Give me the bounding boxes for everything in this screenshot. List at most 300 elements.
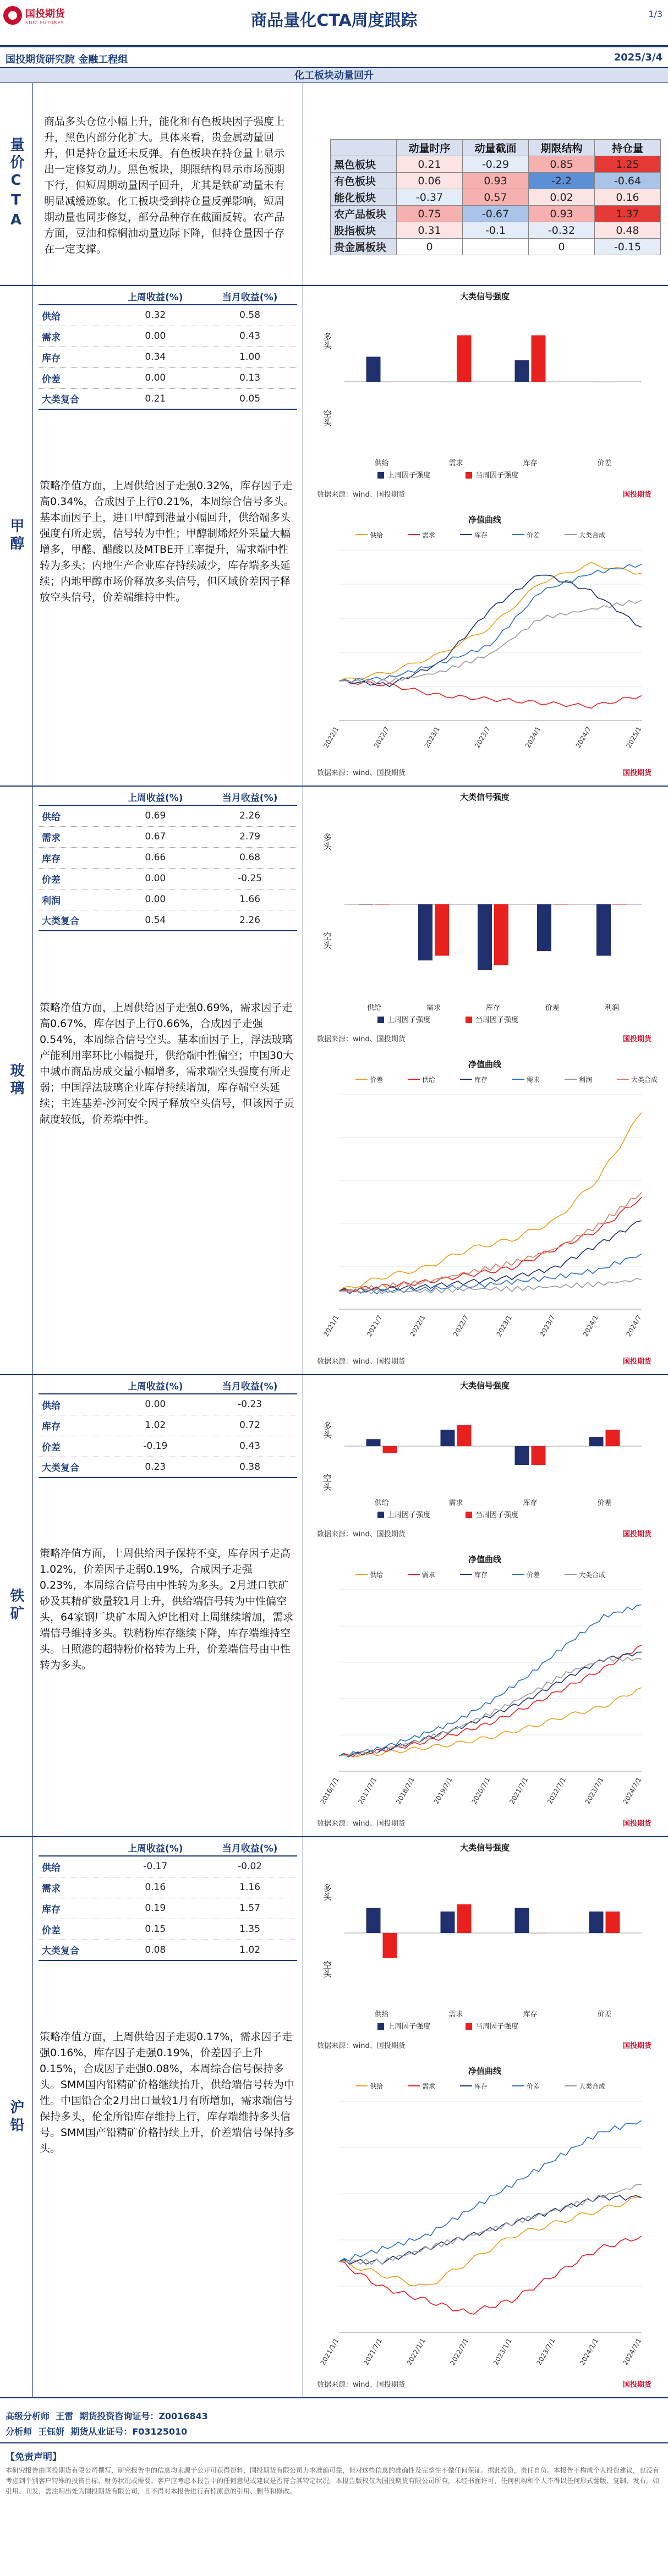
analyst-1: 高级分析师 王雷 期货投资咨询证号：Z0016843 (6, 2411, 208, 2421)
factor-value: 1.02 (108, 1415, 202, 1436)
chart-logo: 国投期货 (622, 769, 651, 777)
nav-line-svg (311, 1056, 658, 1370)
legend-label: 需求 (527, 1076, 540, 1084)
strategy-text: 策略净值方面，上周供给因子走弱0.17%，需求因子走强0.16%，库存因子走强0.19%，价差因子上升0.15%，合成因子走强0.08%，本周综合信号保持多头。SMM国内铅精矿价格继续抬升，供给端信号转为中性。中国铅合金2月出口量较1月有所增加，需求端信号保持多头，伦金所铅库存维持上行，库存端维持多头信号。SMM国产铅精矿价格持续上升，价差端信号保持多头。 (40, 2031, 294, 2155)
factor-bar (589, 1912, 604, 1933)
factor-bar (375, 904, 390, 905)
factor-bar (606, 1912, 620, 1933)
summary-block (0, 83, 668, 286)
exposure-cell: -0.37 (397, 189, 463, 206)
factor-value: 1.35 (202, 1919, 297, 1940)
series-line (339, 1605, 642, 1757)
legend-label: 大类合成 (579, 1571, 606, 1579)
strategy-text: 策略净值方面，上周供给因子走强0.69%，需求因子走高0.67%，库存因子上行0.66%，合成因子走强0.54%，本周综合信号空头。基本面因子上，浮法玻璃产能利用率环比小幅提升，供给端中性偏空；中国30大中城市商品房成交量小幅增多，需求端空头强度有所走弱；中国浮法玻璃企业库存持续增加，库存端空头延续；主连基差-沙河安全因子释放空头信号，但该因子贡献度较低，价差端中性。 (40, 1002, 294, 1125)
factor-row (39, 826, 297, 847)
factor-value: 0.32 (108, 305, 202, 326)
legend-swatch (377, 2023, 384, 2030)
x-tick-label: 2023/1/1 (491, 2337, 513, 2367)
factor-row (39, 868, 297, 889)
legend-swatch (466, 472, 472, 479)
exposure-row (331, 206, 661, 222)
factor-bar (554, 904, 568, 905)
factor-value: 0.54 (108, 910, 202, 931)
short-label: 空头 (321, 1960, 332, 1978)
exposure-row (331, 189, 661, 206)
factor-name: 价差 (39, 1436, 108, 1457)
legend-label: 当周因子强度 (475, 1016, 519, 1024)
exposure-cell: 0.93 (463, 173, 529, 189)
factor-table-header (39, 1839, 108, 1856)
factor-value: -0.02 (202, 1856, 297, 1877)
x-tick-label: 2018/7/1 (395, 1776, 417, 1806)
factor-bar (515, 1446, 529, 1465)
factor-return-table (39, 288, 297, 410)
x-tick-label: 2023/7/1 (583, 1776, 605, 1806)
nav-chart-title: 净值曲线 (468, 1059, 501, 1069)
chart-logo: 国投期货 (622, 2381, 651, 2389)
category-label: 库存 (523, 1499, 538, 1507)
category-label: 价差 (597, 2011, 612, 2019)
legend-label: 供给 (422, 1076, 436, 1084)
legend-swatch (377, 472, 384, 479)
factor-row (39, 847, 297, 868)
x-tick-label: 2022/7/1 (546, 1776, 568, 1806)
x-tick-label: 2021/1 (322, 1314, 341, 1338)
legend-label: 供给 (370, 1571, 384, 1579)
factor-name: 价差 (39, 868, 108, 889)
factor-value: 1.66 (202, 889, 297, 910)
factor-value: 0.43 (202, 326, 297, 347)
factor-row (39, 347, 297, 367)
factor-bar (494, 904, 508, 965)
legend-label: 供给 (370, 531, 384, 539)
series-line (339, 564, 642, 683)
report-date: 2025/3/4 (614, 52, 662, 63)
factor-name: 库存 (39, 1898, 108, 1919)
category-label: 库存 (485, 1004, 501, 1012)
x-tick-label: 2023/7/1 (535, 2337, 557, 2367)
x-tick-label: 2023/1 (495, 1314, 513, 1338)
factor-bar (532, 1933, 546, 1934)
series-line (339, 2121, 642, 2262)
factor-row (39, 1877, 297, 1898)
factor-value: 0.66 (108, 847, 202, 868)
chart-logo: 国投期货 (622, 1035, 651, 1043)
org-name: 国投期货研究院 金融工程组 (6, 54, 128, 65)
series-line (339, 1254, 642, 1294)
exposure-cell: -0.67 (463, 206, 529, 222)
factor-value: 0.43 (202, 1436, 297, 1457)
factor-value: 0.34 (108, 347, 202, 367)
chart-source: 数据来源：wind、国投期货 (317, 1820, 406, 1828)
factor-bar-svg (311, 789, 658, 1047)
exposure-row (331, 239, 661, 255)
exposure-cell: -0.1 (463, 222, 529, 239)
commodity-label: 铁矿 (0, 1375, 33, 1836)
strategy-text: 策略净值方面，上周供给因子走强0.32%，库存因子走高0.34%，合成因子上行0.21%，本周综合信号多头。基本面因子上，进口甲醇到港量小幅回升，供给端多头强度有所走弱，信号转为中性；甲醇制烯烃外采量大幅增多，甲醛、醋酸以及MTBE开工率提升，需求端中性转为多头；内地生产企业库存持续减少，库存端多头延续；内地甲醇市场价释放多头信号，但区域价差因子释放空头信号，价差端维持中性。 (40, 480, 294, 603)
factor-table-header (39, 288, 108, 305)
chart-source: 数据来源：wind、国投期货 (317, 769, 406, 777)
factor-value: 0.00 (108, 367, 202, 388)
chart-source: 数据来源：wind、国投期货 (317, 1530, 406, 1539)
factor-name: 库存 (39, 1415, 108, 1436)
factor-bar (366, 1908, 381, 1934)
legend-label: 价差 (527, 1571, 540, 1579)
exposure-table (330, 139, 661, 255)
exposure-cell: 1.25 (595, 156, 661, 173)
exposure-cell: 0.16 (595, 189, 661, 206)
header-rule (0, 45, 668, 47)
factor-name: 价差 (39, 1919, 108, 1940)
category-label: 需求 (426, 1004, 441, 1012)
x-tick-label: 2023/7 (473, 725, 492, 750)
factor-row (39, 1856, 297, 1877)
factor-value: 0.00 (108, 326, 202, 347)
nav-line-svg (311, 1551, 658, 1832)
exposure-cell: 0.02 (529, 189, 595, 206)
factor-table-header (39, 789, 108, 805)
exposure-cell: -0.29 (463, 156, 529, 173)
x-tick-label: 2024/7 (625, 1314, 643, 1338)
factor-bar-chart (311, 1839, 658, 2054)
factor-bar (515, 360, 529, 382)
factor-table-header (39, 1377, 108, 1394)
exposure-cell: 0.57 (463, 189, 529, 206)
exposure-cell: 0.85 (529, 156, 595, 173)
factor-bar (589, 1437, 604, 1446)
factor-row (39, 910, 297, 931)
factor-name: 需求 (39, 826, 108, 847)
exposure-cell: -0.64 (595, 173, 661, 189)
legend-swatch (466, 2023, 472, 2030)
factor-bar-chart (311, 288, 658, 503)
series-line (339, 2198, 642, 2286)
category-label: 需求 (448, 1499, 463, 1507)
legend-label: 当周因子强度 (475, 1511, 519, 1519)
factor-row (39, 889, 297, 910)
nav-line-svg (311, 2063, 658, 2393)
category-label: 利润 (604, 1004, 620, 1012)
series-line (339, 1688, 642, 1757)
factor-row (39, 1415, 297, 1436)
exposure-cell (463, 239, 529, 255)
nav-chart-title: 净值曲线 (468, 515, 501, 525)
exposure-row-label: 有色板块 (331, 173, 397, 189)
x-tick-label: 2023/7 (538, 1314, 557, 1338)
factor-name: 大类复合 (39, 1940, 108, 1960)
factor-value: 2.26 (202, 805, 297, 826)
factor-table-header: 上周收益(%) (108, 1377, 202, 1394)
exposure-cell: 0.93 (529, 206, 595, 222)
commodity-block (0, 1837, 668, 2398)
factor-table-header: 当月收益(%) (202, 1839, 297, 1856)
factor-row (39, 1898, 297, 1919)
x-tick-label: 2024/1/1 (578, 2337, 600, 2367)
factor-bar-chart (311, 789, 658, 1047)
factor-row (39, 1940, 297, 1960)
nav-line-chart (311, 2063, 658, 2393)
series-line (339, 2196, 642, 2265)
factor-bar (478, 904, 492, 970)
exposure-header-0 (331, 140, 397, 156)
factor-value: 0.13 (202, 367, 297, 388)
factor-bar (441, 1912, 455, 1933)
short-label: 空头 (321, 409, 332, 427)
chart-logo: 国投期货 (622, 1820, 651, 1828)
factor-value: 0.38 (202, 1457, 297, 1478)
legend-swatch (377, 1512, 384, 1518)
factor-bar (613, 904, 627, 905)
legend-label: 当周因子强度 (475, 471, 519, 480)
factor-name: 供给 (39, 305, 108, 326)
category-label: 库存 (523, 459, 538, 468)
nav-line-chart (311, 1551, 658, 1832)
long-label: 多头 (321, 1883, 332, 1901)
exposure-cell: -2.2 (529, 173, 595, 189)
chart-logo: 国投期货 (622, 491, 651, 499)
commodity-block (0, 787, 668, 1375)
category-label: 需求 (448, 2011, 463, 2019)
series-line (339, 1193, 642, 1292)
category-label: 供给 (374, 459, 389, 468)
factor-table-header: 当月收益(%) (202, 789, 297, 805)
category-label: 供给 (374, 2011, 389, 2019)
exposure-cell: -0.32 (529, 222, 595, 239)
factor-value: 0.68 (202, 847, 297, 868)
factor-value: 0.00 (108, 1394, 202, 1415)
x-tick-label: 2022/7 (452, 1314, 470, 1338)
legend-label: 需求 (422, 2083, 436, 2090)
factor-row (39, 805, 297, 826)
factor-value: 2.26 (202, 910, 297, 931)
factor-table-header: 上周收益(%) (108, 1839, 202, 1856)
factor-bar (457, 336, 472, 382)
factor-bar (418, 904, 432, 960)
factor-return-table (39, 789, 297, 931)
category-label: 需求 (448, 459, 463, 468)
legend-label: 大类合成 (579, 2083, 606, 2090)
short-label: 空头 (321, 932, 332, 949)
legend-label: 库存 (474, 1571, 488, 1579)
factor-row (39, 367, 297, 388)
legend-swatch (466, 1512, 472, 1518)
factor-name: 大类复合 (39, 910, 108, 931)
factor-name: 供给 (39, 805, 108, 826)
factor-bar (515, 1908, 529, 1934)
factor-table-header: 当月收益(%) (202, 288, 297, 305)
factor-value: -0.19 (108, 1436, 202, 1457)
factor-bar (366, 357, 381, 382)
legend-swatch (377, 1017, 384, 1023)
legend-label: 需求 (422, 531, 436, 539)
legend-label: 大类合成 (579, 531, 606, 539)
category-label: 供给 (366, 1004, 382, 1012)
series-line (339, 2184, 642, 2264)
factor-value: 0.23 (108, 1457, 202, 1478)
legend-label: 利润 (579, 1076, 593, 1084)
factor-row (39, 1919, 297, 1940)
x-tick-label: 2022/1 (408, 1314, 427, 1338)
factor-name: 需求 (39, 326, 108, 347)
summary-text: 商品多头仓位小幅上升，能化和有色板块因子强度上升，黑色内部分化扩大。具体来看，贵金属动量回升，但是持仓量还未反弹。有色板块在持仓量上显示出一定修复动力。黑色板块，期限结构显示市场预期下行，但短周期动量因子回升，尤其是铁矿动量未有明显减缓迹象。化工板块受到持仓量反弹影响，短周期动量也同步修复，部分品种存在截面反转。农产品方面，豆油和棕榈油动量边际下降，但持仓量因子存在一定支撑。 (44, 116, 285, 255)
exposure-cell: 0.75 (397, 206, 463, 222)
factor-name: 库存 (39, 847, 108, 868)
series-line (339, 1652, 642, 1756)
exposure-cell: 0.06 (397, 173, 463, 189)
factor-value: 0.05 (202, 388, 297, 409)
series-line (339, 1113, 642, 1292)
factor-value: 1.02 (202, 1940, 297, 1960)
nav-line-svg (311, 512, 658, 781)
logo-en-text: SDIC FUTURES (25, 20, 64, 25)
chart-logo: 国投期货 (622, 1530, 651, 1539)
factor-bar (383, 1933, 397, 1958)
nav-line-chart (311, 512, 658, 781)
category-label: 价差 (597, 1499, 612, 1507)
factor-bar (457, 1904, 472, 1933)
chart-source: 数据来源：wind、国投期货 (317, 491, 406, 499)
chart-source: 数据来源：wind、国投期货 (317, 2042, 406, 2050)
series-line (339, 562, 642, 681)
factor-row (39, 388, 297, 409)
x-tick-label: 2023/1 (423, 725, 441, 750)
legend-label: 价差 (527, 2083, 540, 2090)
factor-chart-title: 大类信号强度 (459, 1381, 510, 1391)
exposure-header-1: 动量时序 (397, 140, 463, 156)
factor-row (39, 1457, 297, 1478)
factor-value: 0.00 (108, 889, 202, 910)
series-line (339, 2236, 642, 2314)
x-tick-label: 2021/7/1 (362, 2337, 384, 2367)
factor-name: 库存 (39, 347, 108, 367)
series-line (339, 575, 642, 687)
factor-bar-svg (311, 288, 658, 503)
exposure-row-label: 股指板块 (331, 222, 397, 239)
x-tick-label: 2019/7/1 (432, 1776, 454, 1806)
factor-value: 0.21 (108, 388, 202, 409)
factor-value: -0.17 (108, 1856, 202, 1877)
footer-rule (0, 2442, 668, 2443)
disclaimer-title: 【免责声明】 (6, 2452, 62, 2463)
long-label: 多头 (321, 332, 332, 350)
factor-value: 0.08 (108, 1940, 202, 1960)
legend-label: 上周因子强度 (387, 471, 431, 480)
factor-value: 0.00 (108, 868, 202, 889)
exposure-row (331, 222, 661, 239)
x-tick-label: 2025/1 (625, 725, 643, 750)
exposure-row-label: 能化板块 (331, 189, 397, 206)
factor-table-header: 上周收益(%) (108, 789, 202, 805)
chart-logo: 国投期货 (622, 1358, 651, 1366)
section-heading: 化工板块动量回升 (0, 67, 668, 83)
commodity-block (0, 1375, 668, 1837)
summary-label: 量价CTA (0, 83, 33, 285)
factor-bar (537, 904, 551, 951)
factor-name: 需求 (39, 1877, 108, 1898)
x-tick-label: 2024/1 (524, 725, 543, 750)
commodity-block (0, 286, 668, 787)
factor-value: 0.72 (202, 1415, 297, 1436)
factor-chart-title: 大类信号强度 (459, 292, 510, 301)
factor-bar (532, 1446, 546, 1465)
factor-chart-title: 大类信号强度 (459, 1843, 510, 1853)
factor-return-table (39, 1377, 297, 1478)
legend-label: 当周因子强度 (475, 2023, 519, 2031)
legend-label: 上周因子强度 (387, 2023, 431, 2031)
exposure-cell: 0 (397, 239, 463, 255)
report-header (0, 0, 668, 50)
factor-value: 0.69 (108, 805, 202, 826)
factor-bar (596, 904, 611, 956)
exposure-header-3: 期限结构 (529, 140, 595, 156)
factor-value: 1.00 (202, 347, 297, 367)
chart-source: 数据来源：wind、国投期货 (317, 1358, 406, 1366)
x-tick-label: 2022/1/1 (405, 2337, 427, 2367)
factor-value: 0.15 (108, 1919, 202, 1940)
logo-cn-text: 国投期货 (25, 8, 65, 20)
chart-source: 数据来源：wind、国投期货 (317, 1035, 406, 1043)
commodity-label: 玻璃 (0, 787, 33, 1374)
factor-chart-title: 大类信号强度 (459, 792, 510, 802)
legend-label: 大类合成 (631, 1076, 658, 1084)
factor-bar (435, 904, 449, 956)
factor-bar (532, 336, 546, 382)
x-tick-label: 2024/1 (581, 1314, 600, 1338)
page-number: 1/3 (648, 9, 662, 19)
factor-table-header: 上周收益(%) (108, 288, 202, 305)
factor-bar (606, 1430, 620, 1446)
strategy-text: 策略净值方面，上周供给因子保持不变，库存因子走高1.02%，价差因子走弱0.19%，合成因子走强0.23%，本周综合信号由中性转为多头。2月进口铁矿砂及其精矿数量较1月上升，供给端信号转为中性偏空头，64家钢厂块矿本周入炉比相对上周继续增加，需求端信号维持多头。铁精粉库存继续下降，库存端维持空头。日照港的超特粉价格转为上升，价差端信号由中性转为多头。 (40, 1547, 294, 1671)
legend-label: 库存 (474, 531, 488, 539)
factor-value: 1.57 (202, 1898, 297, 1919)
x-tick-label: 2017/7/1 (357, 1776, 379, 1806)
exposure-row-label: 农产品板块 (331, 206, 397, 222)
exposure-cell: 1.37 (595, 206, 661, 222)
factor-name: 供给 (39, 1856, 108, 1877)
factor-bar-svg (311, 1839, 658, 2054)
factor-row (39, 305, 297, 326)
factor-name: 利润 (39, 889, 108, 910)
x-tick-label: 2024/7/1 (621, 1776, 643, 1806)
legend-swatch (466, 1017, 472, 1023)
long-label: 多头 (321, 1421, 332, 1439)
factor-value: 0.67 (108, 826, 202, 847)
exposure-cell: 0.48 (595, 222, 661, 239)
legend-label: 库存 (474, 2083, 488, 2090)
category-label: 供给 (374, 1499, 389, 1507)
factor-bar (457, 1425, 472, 1446)
nav-chart-title: 净值曲线 (468, 1555, 501, 1564)
legend-label: 需求 (422, 1571, 436, 1579)
nav-line-chart (311, 1056, 658, 1370)
factor-name: 大类复合 (39, 1457, 108, 1478)
x-tick-label: 2022/1 (322, 725, 341, 750)
series-line (339, 600, 642, 683)
x-tick-label: 2022/7 (373, 725, 391, 750)
factor-table-header: 当月收益(%) (202, 1377, 297, 1394)
chart-source: 数据来源：wind、国投期货 (317, 2381, 406, 2389)
factor-value: 0.58 (202, 305, 297, 326)
factor-row (39, 326, 297, 347)
chart-logo: 国投期货 (622, 2042, 651, 2050)
x-tick-label: 2016/7/1 (319, 1776, 341, 1806)
factor-row (39, 1394, 297, 1415)
factor-name: 供给 (39, 1394, 108, 1415)
commodity-label: 沪铅 (0, 1837, 33, 2397)
short-label: 空头 (321, 1474, 332, 1491)
legend-label: 供给 (370, 2083, 384, 2090)
exposure-cell: 0 (529, 239, 595, 255)
